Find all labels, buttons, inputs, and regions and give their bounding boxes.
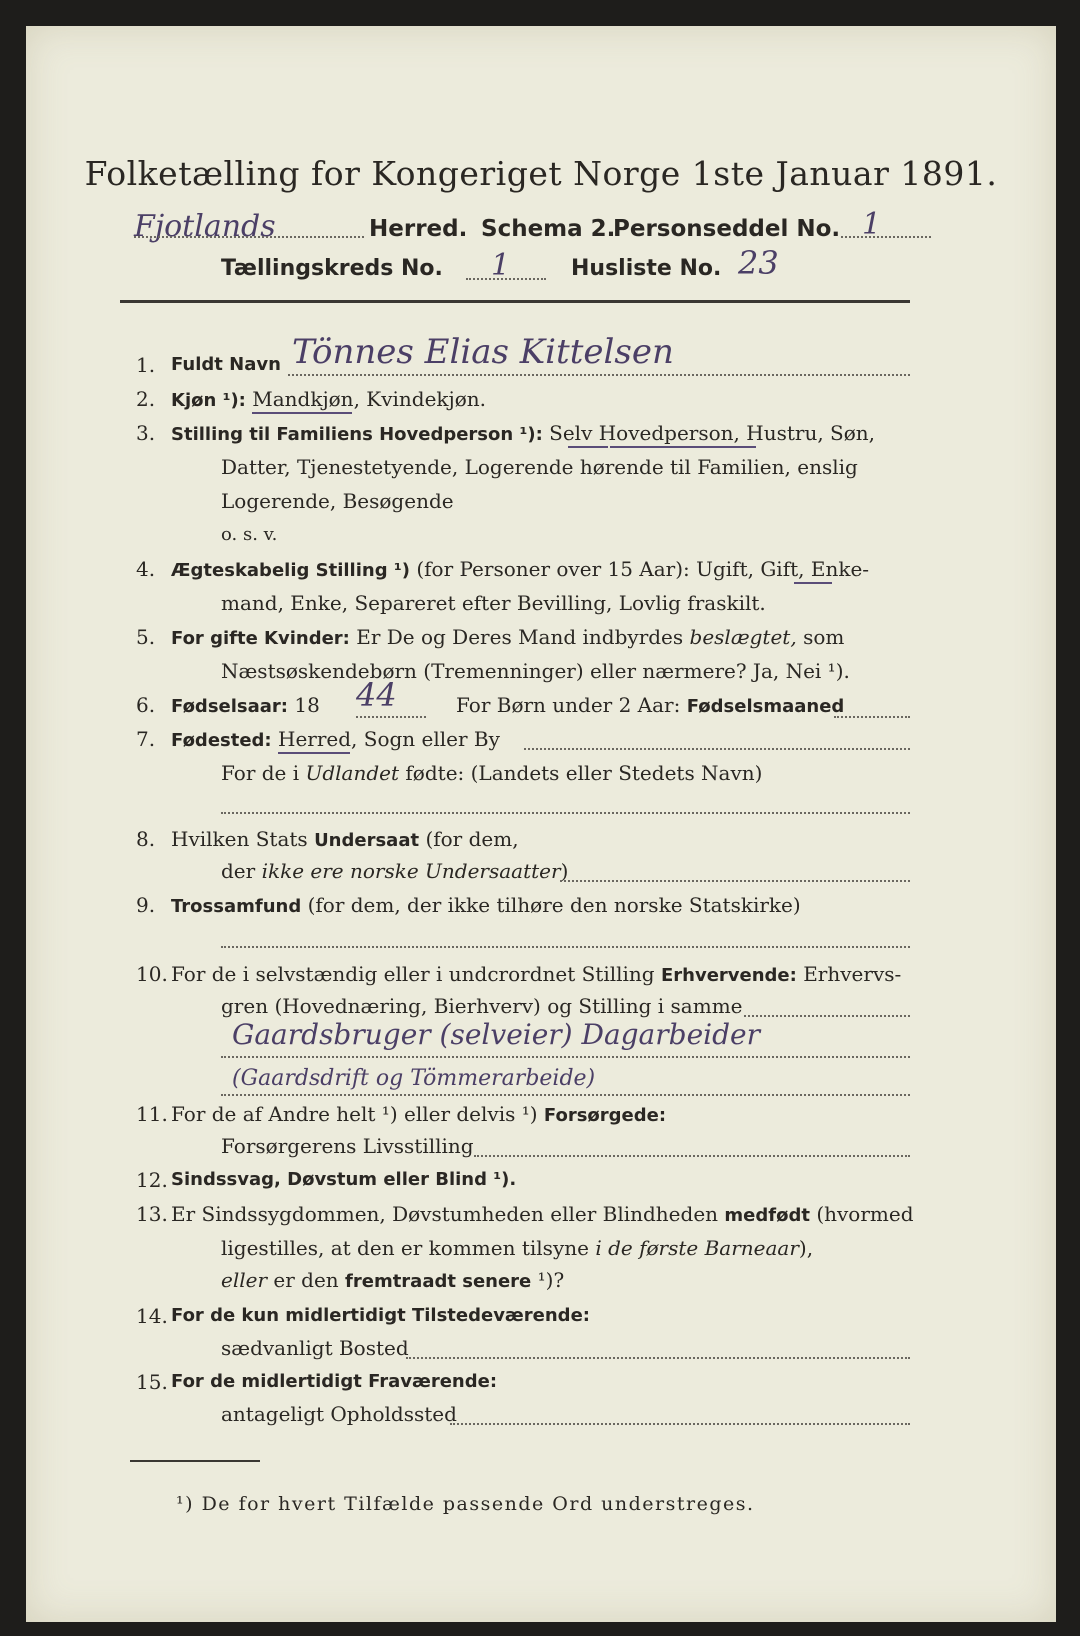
husliste-value: 23 <box>738 244 779 282</box>
herred-label: Herred. <box>369 216 468 242</box>
congenital-line3-b: er den <box>273 1268 339 1292</box>
kinship-italic: beslægtet, <box>689 625 797 649</box>
item-number: 7. <box>136 727 156 751</box>
foreign-birth-field-line <box>221 812 910 814</box>
sex-question <box>171 386 486 414</box>
item-number: 3. <box>136 421 156 445</box>
personseddel-value: 1 <box>862 207 882 242</box>
citizenship-text: (for dem, <box>425 827 519 851</box>
item-number: 10. <box>136 962 168 986</box>
item-number: 2. <box>136 387 156 411</box>
congenital-line2 <box>221 1235 813 1261</box>
herred-field-line <box>134 236 364 238</box>
item-number: 14. <box>136 1304 168 1328</box>
husliste-label: Husliste No. <box>571 256 722 281</box>
occupation-line2: gren (Hovednæring, Bierhverv) og Stilling i samme <box>221 994 743 1018</box>
probable-residence: antageligt Opholdssted <box>221 1402 457 1426</box>
birth-month-question <box>456 692 844 720</box>
religion-question <box>171 892 801 920</box>
personseddel-label: Personseddel No. <box>613 216 841 242</box>
selv-underline-mark <box>568 446 608 448</box>
occupation-answer-line-1 <box>221 1056 910 1058</box>
congenital-line3-d: ¹)? <box>537 1268 565 1292</box>
sex-option-rest: , Kvindekjøn. <box>353 387 487 411</box>
occupation-end: Erhvervs- <box>803 962 902 986</box>
birth-month-line <box>834 716 910 718</box>
kinship-end: som <box>803 625 845 649</box>
birthplace-label: Fødested: <box>171 730 272 751</box>
birth-year-line <box>356 716 426 718</box>
gift-underline-mark <box>794 582 832 584</box>
family-option-hovedperson: Hovedperson <box>598 421 734 445</box>
kinship-label: For gifte Kvinder: <box>171 628 350 649</box>
item-number: 15. <box>136 1370 168 1394</box>
citizenship-line2-b: ikke ere norske Undersaatter <box>261 859 561 883</box>
citizenship-question <box>171 826 519 854</box>
congenital-text: Er Sindssygdommen, Døvstumheden eller Blindheden <box>171 1202 719 1226</box>
item-number: 1. <box>136 353 156 377</box>
dependent-question <box>171 1101 666 1129</box>
item-number: 9. <box>136 893 156 917</box>
foreign-birth-c: fødte: (Landets eller Stedets Navn) <box>405 761 763 785</box>
occupation-answer-2: (Gaardsdrift og Tömmerarbeide) <box>232 1066 596 1091</box>
family-position-line2: Datter, Tjenestetyende, Logerende hørende til Familien, enslig <box>221 455 858 479</box>
occupation-label: Erhvervende: <box>660 965 797 986</box>
dependent-label: Forsørgede: <box>543 1105 667 1126</box>
citizenship-field-line <box>560 880 910 882</box>
sex-option-male: Mandkjøn <box>252 387 354 411</box>
family-position-line3: Logerende, Besøgende <box>221 489 454 513</box>
citizenship-line2-c: ) <box>560 859 569 883</box>
birthplace-option-herred: Herred <box>278 727 352 751</box>
census-form-sheet <box>26 26 1056 1622</box>
birth-year-prefix: 18 <box>294 693 320 717</box>
item-number: 4. <box>136 557 156 581</box>
sex-label: Kjøn ¹): <box>171 390 246 411</box>
occupation-answer-line-2 <box>221 1094 910 1096</box>
birth-year-question <box>171 692 320 720</box>
foreign-birth-line <box>221 760 762 786</box>
birth-year-value: 44 <box>356 676 397 714</box>
family-position-line4: o. s. v. <box>221 524 278 545</box>
religion-label: Trossamfund <box>171 896 302 917</box>
birthplace-question <box>171 726 500 754</box>
birthplace-line <box>524 748 910 750</box>
full-name-label: Fuldt Navn <box>171 354 281 375</box>
probable-residence-line <box>450 1423 910 1425</box>
marital-option-gift: Gift <box>760 557 799 581</box>
citizenship-line2 <box>221 858 568 884</box>
herred-value: Fjotlands <box>134 209 276 244</box>
provider-occupation: Forsørgerens Livsstilling <box>221 1134 474 1158</box>
birth-year-label: Fødselsaar: <box>171 696 288 717</box>
personseddel-field-line <box>841 236 931 238</box>
citizenship-label-a: Hvilken Stats <box>171 827 308 851</box>
footnote-rule <box>130 1460 260 1462</box>
congenital-line2-c: ), <box>798 1236 814 1260</box>
congenital-end: (hvormed <box>816 1202 914 1226</box>
hovedperson-underline-mark <box>610 446 756 448</box>
birthplace-option-rest: , Sogn eller By <box>351 727 500 751</box>
herred-underline-mark <box>278 752 350 754</box>
occupation-text: For de i selvstændig eller i undcrordnet Stilling <box>171 962 655 986</box>
marital-line2: mand, Enke, Separeret efter Bevilling, Lovlig fraskilt. <box>221 591 766 615</box>
occupation-question <box>171 961 901 989</box>
marital-option-rest: , Enke- <box>798 557 870 581</box>
family-option-rest: , Hustru, Søn, <box>733 421 876 445</box>
marital-text: (for Personer over 15 Aar): Ugift, <box>416 557 754 581</box>
congenital-line3-a: eller <box>221 1268 268 1292</box>
item-number: 5. <box>136 625 156 649</box>
birth-month-label: Fødselsmaaned <box>686 696 845 717</box>
schema-label: Schema 2. <box>481 216 616 242</box>
provider-occupation-line <box>474 1155 910 1157</box>
full-name-line <box>288 374 910 376</box>
kinship-text: Er De og Deres Mand indbyrdes <box>356 625 684 649</box>
congenital-question <box>171 1201 914 1229</box>
kreds-value: 1 <box>491 248 511 283</box>
congenital-line3 <box>221 1267 564 1295</box>
item-number: 12. <box>136 1168 168 1192</box>
occupation-line2-field <box>744 1015 910 1017</box>
item-number: 6. <box>136 693 156 717</box>
family-position-label: Stilling til Familiens Hovedperson ¹): <box>171 424 543 445</box>
religion-field-line <box>221 946 910 948</box>
item-number: 8. <box>136 827 156 851</box>
marital-question <box>171 556 869 584</box>
form-title: Folketælling for Kongeriget Norge 1ste Januar 1891. <box>84 154 998 193</box>
religion-text: (for dem, der ikke tilhøre den norske Statskirke) <box>307 893 801 917</box>
item-number: 11. <box>136 1102 168 1126</box>
footnote: ¹) De for hvert Tilfælde passende Ord understreges. <box>176 1493 755 1515</box>
family-position-question <box>171 420 875 448</box>
congenital-line3-c: fremtraadt senere <box>345 1271 532 1292</box>
temporary-present-label: For de kun midlertidigt Tilstedeværende: <box>171 1305 590 1326</box>
family-option-selv: Selv <box>549 421 593 445</box>
kinship-line2: Næstsøskendebørn (Tremenninger) eller nærmere? Ja, Nei ¹). <box>221 659 850 683</box>
birth-month-text: For Børn under 2 Aar: <box>456 693 681 717</box>
citizenship-label-b: Undersaat <box>314 830 420 851</box>
male-underline-mark <box>252 412 352 414</box>
marital-label: Ægteskabelig Stilling ¹) <box>171 560 410 581</box>
dependent-text: For de af Andre helt ¹) eller delvis ¹) <box>171 1102 538 1126</box>
usual-residence-line <box>406 1357 910 1359</box>
item-number: 13. <box>136 1202 168 1226</box>
congenital-line2-b: i de første Barneaar <box>595 1236 799 1260</box>
kreds-field-line <box>466 278 546 280</box>
usual-residence: sædvanligt Bosted <box>221 1336 409 1360</box>
congenital-line2-a: ligestilles, at den er kommen tilsyne <box>221 1236 589 1260</box>
temporary-absent-label: For de midlertidigt Fraværende: <box>171 1371 498 1392</box>
citizenship-line2-a: der <box>221 859 256 883</box>
kinship-question <box>171 624 844 652</box>
full-name-value: Tönnes Elias Kittelsen <box>292 332 674 372</box>
occupation-answer-1: Gaardsbruger (selveier) Dagarbeider <box>232 1018 760 1051</box>
header-rule <box>120 300 910 303</box>
foreign-birth-b: Udlandet <box>305 761 400 785</box>
congenital-label: medfødt <box>724 1205 810 1226</box>
disability-label: Sindssvag, Døvstum eller Blind ¹). <box>171 1169 517 1190</box>
kreds-label: Tællingskreds No. <box>221 256 443 281</box>
foreign-birth-a: For de i <box>221 761 300 785</box>
